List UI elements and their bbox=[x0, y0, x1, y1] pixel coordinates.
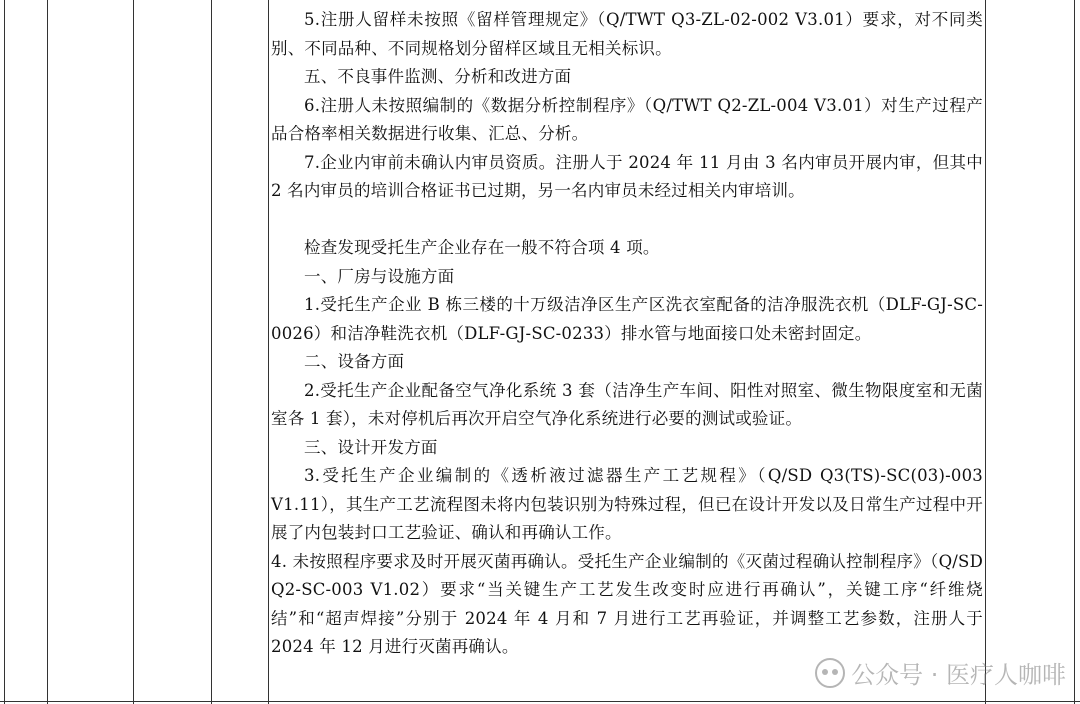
summary-line: 检查发现受托生产企业存在一般不符合项 4 项。 bbox=[304, 238, 660, 257]
blank-line bbox=[271, 206, 983, 235]
row-divider bbox=[0, 701, 1080, 702]
table-border bbox=[4, 0, 5, 704]
finding-paragraph: 1.受托生产企业 B 栋三楼的十万级洁净区生产区洗衣室配备的洁净服洗衣机（DLF-GJ-SC-0026）和洁净鞋洗衣机（DLF-GJ-SC-0233）排水管与地面接口处未密封固定。 bbox=[271, 295, 983, 343]
column-divider bbox=[211, 0, 212, 704]
table-border bbox=[1074, 0, 1075, 704]
wechat-icon bbox=[815, 658, 845, 688]
column-divider bbox=[47, 0, 48, 704]
finding-paragraph: 2.受托生产企业配备空气净化系统 3 套（洁净生产车间、阳性对照室、微生物限度室和无菌室各 1 套），未对停机后再次开启空气净化系统进行必要的测试或验证。 bbox=[271, 380, 983, 428]
finding-paragraph: 3.受托生产企业编制的《透析液过滤器生产工艺规程》（Q/SD Q3(TS)-SC(03)-003 V1.11），其生产工艺流程图未将内包装识别为特殊过程，但已在设计开发以及日常生产过程中开展了内包装封口工艺验证、确认和再确认工作。 bbox=[271, 466, 983, 542]
section-heading: 五、不良事件监测、分析和改进方面 bbox=[304, 67, 572, 86]
column-divider bbox=[985, 0, 986, 704]
finding-paragraph: 4. 未按照程序要求及时开展灭菌再确认。受托生产企业编制的《灭菌过程确认控制程序》（Q/SD Q2-SC-003 V1.02）要求“当关键生产工艺发生改变时应进行再确认”，关键工序“纤维烧结”和“超声焊接”分别于 2024 年 4 月和 7 月进行工艺再验证，并调整工艺参数，注册人于 2024 年 12 月进行灭菌再确认。 bbox=[271, 551, 983, 656]
column-divider bbox=[133, 0, 134, 704]
findings-cell bbox=[271, 6, 983, 662]
column-divider bbox=[268, 0, 269, 704]
section-heading: 一、厂房与设施方面 bbox=[304, 266, 455, 286]
section-heading: 二、设备方面 bbox=[304, 352, 405, 371]
watermark-text: 公众号 · 医疗人咖啡 bbox=[851, 661, 1066, 689]
watermark bbox=[815, 655, 1066, 690]
finding-paragraph: 7.企业内审前未确认内审员资质。注册人于 2024 年 11 月由 3 名内审员开展内审，但其中 2 名内审员的培训合格证书已过期，另一名内审员未经过相关内审培训。 bbox=[271, 152, 983, 200]
section-heading: 三、设计开发方面 bbox=[304, 437, 438, 457]
finding-paragraph: 5.注册人留样未按照《留样管理规定》（Q/TWT Q3-ZL-02-002 V3.01）要求，对不同类别、不同品种、不同规格划分留样区域且无相关标识。 bbox=[271, 10, 983, 58]
finding-paragraph: 6.注册人未按照编制的《数据分析控制程序》（Q/TWT Q2-ZL-004 V3.01）对生产过程产品合格率相关数据进行收集、汇总、分析。 bbox=[271, 95, 983, 143]
